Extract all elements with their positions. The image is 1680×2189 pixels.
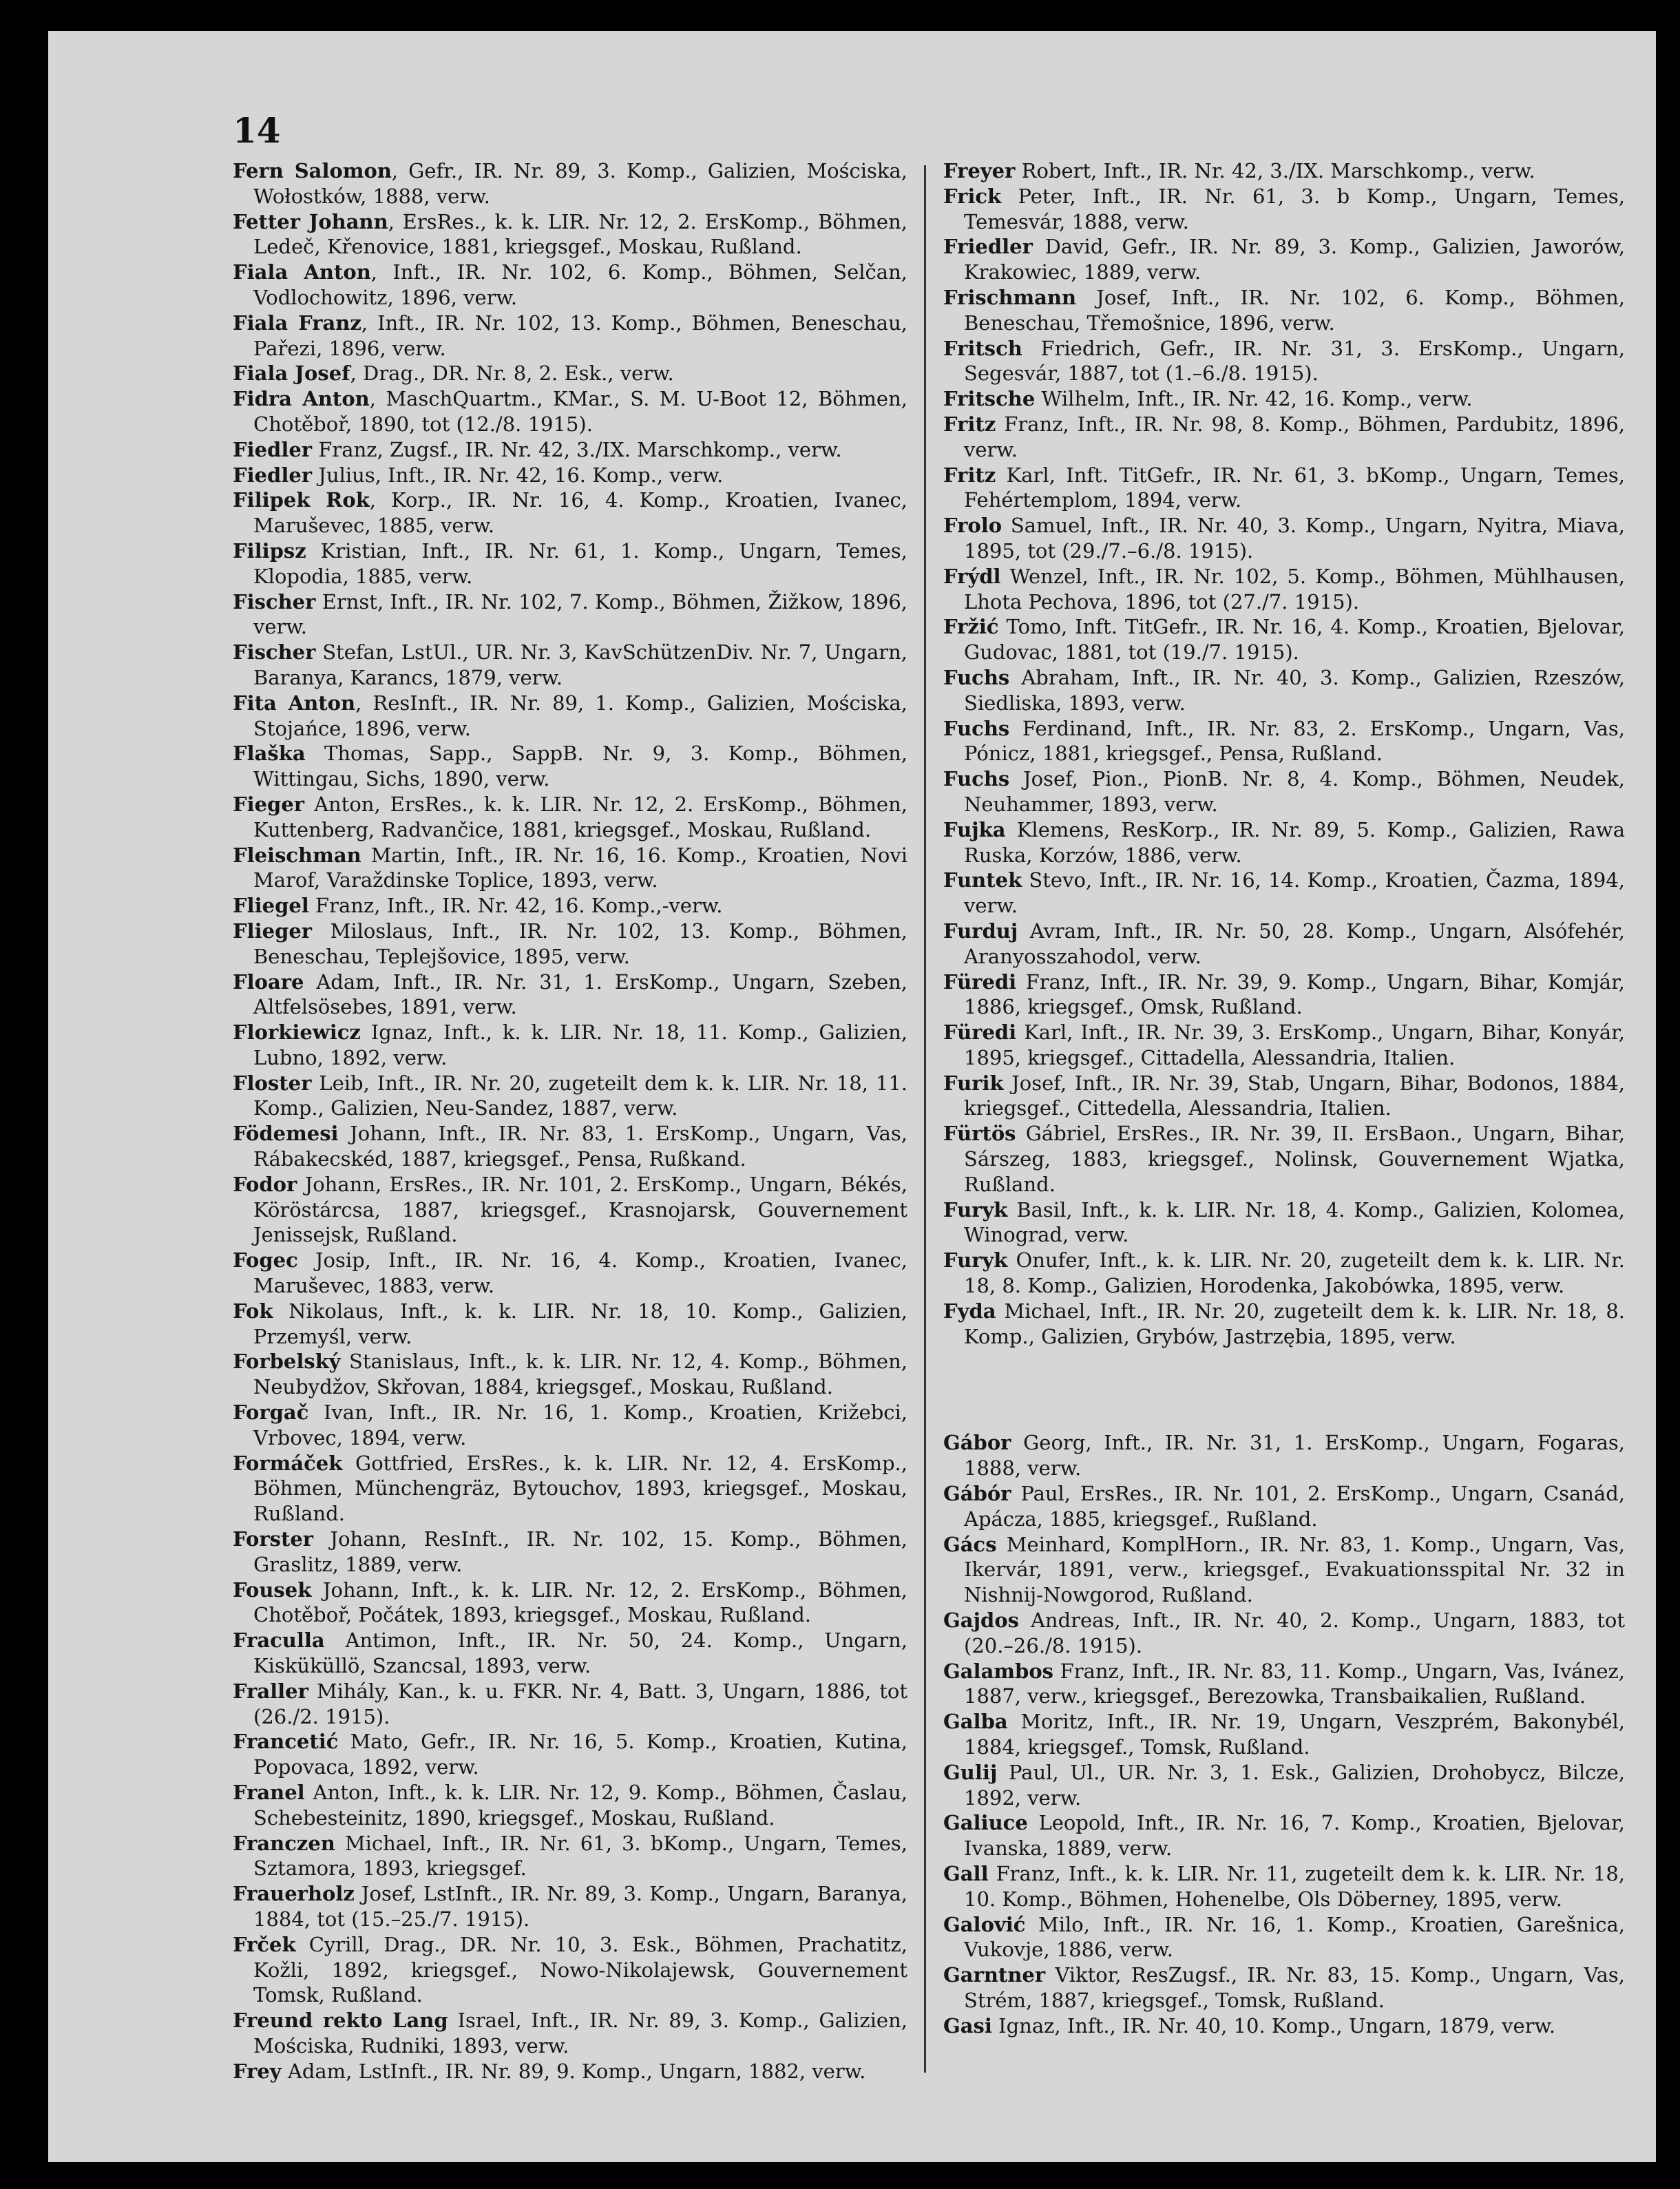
entry-surname: Fritsche <box>943 387 1036 411</box>
list-entry <box>233 1071 907 1122</box>
entry-details: Stevo, Inft., IR. Nr. 16, 14. Komp., Kroatien, Čazma, 1894, verw. <box>964 868 1625 918</box>
entry-surname: Fiedler <box>233 437 313 461</box>
entry-details: Wilhelm, Inft., IR. Nr. 42, 16. Komp., verw. <box>1035 387 1473 411</box>
entry-surname: Fita Anton <box>233 691 356 715</box>
entry-surname: Fujka <box>943 817 1006 841</box>
entry-details: Kristian, Inft., IR. Nr. 61, 1. Komp., Ungarn, Temes, Klopodia, 1885, verw. <box>253 538 907 588</box>
entry-details: , Inft., IR. Nr. 102, 6. Komp., Böhmen, Selčan, Vodlochowitz, 1896, verw. <box>253 260 907 309</box>
list-entry <box>233 361 907 386</box>
entry-surname: Fyda <box>943 1299 996 1323</box>
entry-surname: Fliegel <box>233 894 309 918</box>
entry-surname: Filipsz <box>233 538 306 563</box>
entry-details: Klemens, ResKorp., IR. Nr. 89, 5. Komp., Galizien, Rawa Ruska, Korzów, 1886, verw. <box>964 817 1625 867</box>
entry-details: Paul, ErsRes., IR. Nr. 101, 2. ErsKomp., Ungarn, Csanád, Apácza, 1885, kriegsgef., Rußland. <box>964 1482 1625 1531</box>
list-entry <box>233 1451 907 1527</box>
entry-surname: Flieger <box>233 919 313 943</box>
entry-details: Thomas, Sapp., SappB. Nr. 9, 3. Komp., Böhmen, Wittingau, Sichs, 1890, verw. <box>253 742 907 791</box>
entry-details: Mihály, Kan., k. u. FKR. Nr. 4, Batt. 3, Ungarn, 1886, tot (26./2. 1915). <box>253 1679 907 1728</box>
entry-surname: Franel <box>233 1781 305 1804</box>
entry-surname: Fern Salomon <box>233 159 392 182</box>
entry-details: Leib, Inft., IR. Nr. 20, zugeteilt dem k. k. LIR. Nr. 18, 11. Komp., Galizien, Neu-Sandez, 1887, verw. <box>253 1071 907 1120</box>
entry-surname: Fodor <box>233 1172 297 1196</box>
list-entry <box>943 1071 1625 1122</box>
entry-details: Karl, Inft., IR. Nr. 39, 3. ErsKomp., Ungarn, Bihar, Konyár, 1895, kriegsgef., Cittadella, Alessandria, Italien. <box>964 1020 1625 1069</box>
entry-surname: Gasi <box>943 2013 992 2038</box>
entry-surname: Fržić <box>943 615 999 639</box>
entry-surname: Furyk <box>943 1197 1008 1222</box>
entry-details: , Gefr., IR. Nr. 89, 3. Komp., Galizien, Mościska, Wołostków, 1888, verw. <box>253 159 907 208</box>
entry-details: Gottfried, ErsRes., k. k. LIR. Nr. 12, 4. ErsKomp., Böhmen, Münchengräz, Bytouchov, 1893, kriegsgef., Moskau, Rußland. <box>253 1451 907 1526</box>
list-entry <box>943 1608 1625 1659</box>
right-column <box>943 158 1625 2039</box>
list-entry <box>233 843 907 894</box>
list-entry <box>233 1400 907 1451</box>
entry-surname: Fiedler <box>233 463 313 487</box>
list-entry <box>943 970 1625 1020</box>
entry-surname: Gajdos <box>943 1609 1019 1633</box>
entry-details: Josef, LstInft., IR. Nr. 89, 3. Komp., Ungarn, Baranya, 1884, tot (15.–25./7. 1915). <box>253 1882 907 1931</box>
list-entry <box>943 158 1625 184</box>
entry-details: Georg, Inft., IR. Nr. 31, 1. ErsKomp., Ungarn, Fogaras, 1888, verw. <box>964 1431 1625 1480</box>
entry-surname: Fuchs <box>943 716 1010 740</box>
entry-details: Meinhard, KomplHorn., IR. Nr. 83, 1. Komp., Ungarn, Vas, Ikervár, 1891, verw., kriegsgef., Evakuationsspital Nr. 32 in Nishnij-Nowgorod, Rußland. <box>964 1532 1625 1607</box>
list-entry <box>943 1121 1625 1197</box>
entry-details: Gábriel, ErsRes., IR. Nr. 39, II. ErsBaon., Ungarn, Bihar, Sárszeg, 1883, kriegsgef., Nolinsk, Gouvernement Wjatka, Rußland. <box>964 1122 1625 1196</box>
entry-surname: Fürtös <box>943 1122 1016 1146</box>
list-entry <box>233 919 907 970</box>
entry-details: Julius, Inft., IR. Nr. 42, 16. Komp., verw. <box>312 463 724 487</box>
entry-surname: Fuchs <box>943 665 1010 689</box>
entry-surname: Frýdl <box>943 564 1001 588</box>
list-entry <box>233 1932 907 2008</box>
list-entry <box>233 158 907 209</box>
list-entry <box>233 792 907 843</box>
entry-details: Adam, Inft., IR. Nr. 31, 1. ErsKomp., Ungarn, Szeben, Altfelsösebes, 1891, verw. <box>253 970 907 1019</box>
entry-details: Franz, Inft., IR. Nr. 42, 16. Komp.,-verw. <box>308 894 723 918</box>
list-entry <box>943 817 1625 868</box>
entry-details: Ferdinand, Inft., IR. Nr. 83, 2. ErsKomp., Ungarn, Vas, Pónicz, 1881, kriegsgef., Pensa, Rußland. <box>964 716 1625 766</box>
list-entry <box>943 614 1625 665</box>
entry-surname: Frey <box>233 2059 282 2083</box>
entry-surname: Fiala Josef <box>233 362 350 386</box>
left-column <box>233 158 907 2084</box>
entry-details: Ivan, Inft., IR. Nr. 16, 1. Komp., Kroatien, Križebci, Vrbovec, 1894, verw. <box>253 1401 907 1449</box>
entry-surname: Florkiewicz <box>233 1020 361 1045</box>
entry-surname: Furyk <box>943 1248 1008 1272</box>
list-entry <box>233 1527 907 1578</box>
entry-surname: Fritsch <box>943 336 1022 360</box>
list-entry <box>233 1679 907 1730</box>
list-entry <box>943 564 1625 615</box>
entry-details: Israel, Inft., IR. Nr. 89, 3. Komp., Galizien, Mościska, Rudniki, 1893, verw. <box>253 2009 907 2057</box>
list-entry <box>943 1020 1625 1071</box>
entry-surname: Fok <box>233 1299 273 1323</box>
list-entry <box>233 260 907 311</box>
list-entry <box>233 741 907 792</box>
entry-surname: Fieger <box>233 792 305 816</box>
entry-details: Franz, Inft., IR. Nr. 39, 9. Komp., Ungarn, Bihar, Komjár, 1886, kriegsgef., Omsk, Rußland. <box>964 970 1625 1019</box>
entry-surname: Filipek Rok <box>233 488 370 512</box>
entry-surname: Gall <box>943 1862 989 1885</box>
list-entry <box>233 1780 907 1831</box>
list-entry <box>233 1349 907 1400</box>
list-entry <box>233 2008 907 2059</box>
list-entry <box>233 1020 907 1071</box>
list-entry <box>233 691 907 742</box>
list-entry <box>943 1659 1625 1710</box>
list-entry <box>233 1248 907 1299</box>
entry-surname: Forgač <box>233 1401 309 1425</box>
entry-details: Martin, Inft., IR. Nr. 16, 16. Komp., Kroatien, Novi Marof, Varaždinske Toplice, 1893, verw. <box>253 843 907 892</box>
list-entry <box>233 386 907 437</box>
entry-surname: Fritz <box>943 463 996 487</box>
entry-details: Peter, Inft., IR. Nr. 61, 3. b Komp., Ungarn, Temes, Temesvár, 1888, verw. <box>964 184 1625 233</box>
entry-details: Miloslaus, Inft., IR. Nr. 102, 13. Komp., Böhmen, Beneschau, Teplejšovice, 1895, verw. <box>253 919 907 968</box>
list-entry <box>233 1299 907 1350</box>
list-entry <box>233 893 907 919</box>
list-entry <box>233 437 907 463</box>
entry-surname: Gábor <box>943 1431 1011 1455</box>
entry-details: Antimon, Inft., IR. Nr. 50, 24. Komp., Ungarn, Kisküküllö, Szancsal, 1893, verw. <box>253 1628 907 1678</box>
entry-details: , Inft., IR. Nr. 102, 13. Komp., Böhmen, Beneschau, Pařezi, 1896, verw. <box>253 311 907 360</box>
entry-details: Milo, Inft., IR. Nr. 16, 1. Komp., Kroatien, Garešnica, Vukovje, 1886, verw. <box>964 1912 1625 1962</box>
list-entry <box>943 1760 1625 1811</box>
list-entry <box>943 1962 1625 2013</box>
list-entry <box>943 336 1625 387</box>
entry-details: Franz, Zugsf., IR. Nr. 42, 3./IX. Marschkomp., verw. <box>312 437 842 461</box>
entry-surname: Floster <box>233 1071 312 1095</box>
entry-details: Moritz, Inft., IR. Nr. 19, Ungarn, Veszprém, Bakonybél, 1884, kriegsgef., Tomsk, Rußland. <box>964 1710 1625 1759</box>
entry-surname: Galambos <box>943 1659 1053 1683</box>
page-number: 14 <box>233 110 281 151</box>
entry-surname: Garntner <box>943 1963 1046 1987</box>
list-entry <box>943 386 1625 412</box>
list-entry <box>943 1248 1625 1299</box>
entry-surname: Fousek <box>233 1578 312 1602</box>
entry-surname: Galiuce <box>943 1811 1028 1835</box>
entry-details: Stanislaus, Inft., k. k. LIR. Nr. 12, 4. Komp., Böhmen, Neubydžov, Skřovan, 1884, kriegsgef., Moskau, Rußland. <box>253 1350 907 1399</box>
entry-details: Anton, Inft., k. k. LIR. Nr. 12, 9. Komp., Böhmen, Časlau, Schebesteinitz, 1890, kriegsgef., Moskau, Rußland. <box>253 1781 907 1830</box>
list-entry <box>233 538 907 589</box>
list-entry <box>943 1430 1625 1481</box>
list-entry <box>943 1810 1625 1861</box>
entry-details: Samuel, Inft., IR. Nr. 40, 3. Komp., Ungarn, Nyitra, Miava, 1895, tot (29./7.–6./8. 1915). <box>964 514 1625 563</box>
entry-details: Onufer, Inft., k. k. LIR. Nr. 20, zugeteilt dem k. k. LIR. Nr. 18, 8. Komp., Galizien, Horodenka, Jakobówka, 1895, verw. <box>964 1248 1625 1298</box>
list-entry <box>943 234 1625 285</box>
entry-details: Johann, ResInft., IR. Nr. 102, 15. Komp., Böhmen, Graslitz, 1889, verw. <box>253 1527 907 1576</box>
entry-details: Stefan, LstUl., UR. Nr. 3, KavSchützenDiv. Nr. 7, Ungarn, Baranya, Karancs, 1879, verw. <box>253 640 907 689</box>
entry-surname: Galba <box>943 1710 1008 1734</box>
entry-surname: Freyer <box>943 159 1016 182</box>
entry-details: Leopold, Inft., IR. Nr. 16, 7. Komp., Kroatien, Bjelovar, Ivanska, 1889, verw. <box>964 1811 1625 1861</box>
entry-details: Franz, Inft., IR. Nr. 98, 8. Komp., Böhmen, Pardubitz, 1896, verw. <box>964 412 1625 461</box>
entry-details: Avram, Inft., IR. Nr. 50, 28. Komp., Ungarn, Alsófehér, Aranyosszahodol, verw. <box>964 919 1625 968</box>
entry-details: David, Gefr., IR. Nr. 89, 3. Komp., Galizien, Jaworów, Krakowiec, 1889, verw. <box>964 235 1625 284</box>
entry-surname: Francetić <box>233 1730 339 1754</box>
entry-surname: Fidra Anton <box>233 387 370 411</box>
entry-details: , Drag., DR. Nr. 8, 2. Esk., verw. <box>350 362 674 386</box>
list-entry <box>233 1729 907 1780</box>
list-entry <box>233 1121 907 1172</box>
list-entry <box>233 589 907 640</box>
entry-details: Josef, Inft., IR. Nr. 102, 6. Komp., Böhmen, Beneschau, Třemošnice, 1896, verw. <box>964 285 1625 335</box>
entry-surname: Furduj <box>943 919 1018 943</box>
entry-details: Viktor, ResZugsf., IR. Nr. 83, 15. Komp., Ungarn, Vas, Strém, 1887, kriegsgef., Tomsk, Rußland. <box>964 1963 1625 2012</box>
entry-surname: Gács <box>943 1532 997 1556</box>
list-entry <box>233 463 907 488</box>
list-entry <box>233 640 907 691</box>
entry-details: Franz, Inft., k. k. LIR. Nr. 11, zugeteilt dem k. k. LIR. Nr. 18, 10. Komp., Böhmen, Hohenelbe, Ols Döberney, 1895, verw. <box>964 1862 1625 1911</box>
list-entry <box>943 1861 1625 1912</box>
entry-details: Ignaz, Inft., IR. Nr. 40, 10. Komp., Ungarn, 1879, verw. <box>991 2013 1556 2038</box>
section-gap <box>943 1349 1625 1430</box>
list-entry <box>233 311 907 362</box>
entry-details: Johann, Inft., IR. Nr. 83, 1. ErsKomp., Ungarn, Vas, Rábakecskéd, 1887, kriegsgef., Pensa, Rußkand. <box>253 1122 907 1171</box>
entry-surname: Franczen <box>233 1831 335 1855</box>
list-entry <box>233 1628 907 1679</box>
entry-surname: Gábór <box>943 1482 1011 1506</box>
entry-surname: Forster <box>233 1527 314 1551</box>
entry-details: Wenzel, Inft., IR. Nr. 102, 5. Komp., Böhmen, Mühlhausen, Lhota Pechova, 1896, tot (27./7. 1915). <box>964 564 1625 614</box>
entry-surname: Gulij <box>943 1760 998 1784</box>
list-entry <box>943 463 1625 514</box>
entry-details: Michael, Inft., IR. Nr. 61, 3. bKomp., Ungarn, Temes, Sztamora, 1893, kriegsgef. <box>253 1831 907 1881</box>
entry-surname: Fetter Johann <box>233 209 388 233</box>
entry-details: Josef, Pion., PionB. Nr. 8, 4. Komp., Böhmen, Neudek, Neuhammer, 1893, verw. <box>964 767 1625 816</box>
list-entry <box>943 1481 1625 1532</box>
list-entry <box>943 285 1625 336</box>
entry-surname: Födemesi <box>233 1122 339 1146</box>
entry-details: Ernst, Inft., IR. Nr. 102, 7. Komp., Böhmen, Žižkow, 1896, verw. <box>253 589 907 639</box>
list-entry <box>943 868 1625 919</box>
right-column-f-entries <box>943 158 1625 1349</box>
list-entry <box>943 412 1625 463</box>
entry-surname: Fischer <box>233 589 316 614</box>
entry-details: Anton, ErsRes., k. k. LIR. Nr. 12, 2. ErsKomp., Böhmen, Kuttenberg, Radvančice, 1881, kriegsgef., Moskau, Rußland. <box>253 792 907 841</box>
entry-details: Abraham, Inft., IR. Nr. 40, 3. Komp., Galizien, Rzeszów, Siedliska, 1893, verw. <box>964 665 1625 715</box>
entry-details: Nikolaus, Inft., k. k. LIR. Nr. 18, 10. Komp., Galizien, Przemyśl, verw. <box>253 1299 907 1348</box>
entry-details: Johann, Inft., k. k. LIR. Nr. 12, 2. ErsKomp., Böhmen, Chotěboř, Počátek, 1893, kriegsgef., Moskau, Rußland. <box>253 1578 907 1627</box>
entry-details: Karl, Inft. TitGefr., IR. Nr. 61, 3. bKomp., Ungarn, Temes, Fehértemplom, 1894, verw. <box>964 463 1625 512</box>
list-entry <box>943 1709 1625 1760</box>
list-entry <box>943 1532 1625 1608</box>
list-entry <box>943 766 1625 817</box>
entry-details: Robert, Inft., IR. Nr. 42, 3./IX. Marschkomp., verw. <box>1015 159 1535 182</box>
entry-details: Friedrich, Gefr., IR. Nr. 31, 3. ErsKomp., Ungarn, Segesvár, 1887, tot (1.–6./8. 1915). <box>964 336 1625 386</box>
scanned-page <box>48 31 1656 2162</box>
entry-surname: Fleischman <box>233 843 361 867</box>
entry-details: Adam, LstInft., IR. Nr. 89, 9. Komp., Ungarn, 1882, verw. <box>281 2059 866 2083</box>
entry-details: , Korp., IR. Nr. 16, 4. Komp., Kroatien, Ivanec, Maruševec, 1885, verw. <box>253 488 908 538</box>
list-entry <box>233 1578 907 1628</box>
entry-surname: Fogec <box>233 1248 298 1272</box>
entry-details: , ErsRes., k. k. LIR. Nr. 12, 2. ErsKomp., Böhmen, Ledeč, Křenovice, 1881, kriegsgef., Moskau, Rußland. <box>253 209 907 259</box>
list-entry <box>233 488 907 538</box>
list-entry <box>233 2059 907 2084</box>
entry-surname: Funtek <box>943 868 1022 892</box>
list-entry <box>233 1172 907 1248</box>
entry-details: Paul, Ul., UR. Nr. 3, 1. Esk., Galizien, Drohobycz, Bilcze, 1892, verw. <box>964 1760 1625 1810</box>
list-entry <box>943 1299 1625 1350</box>
entry-details: Ignaz, Inft., k. k. LIR. Nr. 18, 11. Komp., Galizien, Lubno, 1892, verw. <box>253 1020 907 1069</box>
entry-surname: Forbelský <box>233 1350 341 1374</box>
entry-details: Josef, Inft., IR. Nr. 39, Stab, Ungarn, Bihar, Bodonos, 1884, kriegsgef., Cittedella, Alessandria, Italien. <box>964 1071 1625 1120</box>
entry-details: , MaschQuartm., KMar., S. M. U-Boot 12, Böhmen, Chotěboř, 1890, tot (12./8. 1915). <box>253 387 907 436</box>
entry-details: Michael, Inft., IR. Nr. 20, zugeteilt dem k. k. LIR. Nr. 18, 8. Komp., Galizien, Grybów, Jastrzębia, 1895, verw. <box>964 1299 1625 1348</box>
entry-surname: Fritz <box>943 412 996 436</box>
list-entry <box>943 1197 1625 1248</box>
entry-details: Tomo, Inft. TitGefr., IR. Nr. 16, 4. Komp., Kroatien, Bjelovar, Gudovac, 1881, tot (19./7. 1915). <box>964 615 1625 664</box>
list-entry <box>233 209 907 260</box>
entry-surname: Frauerholz <box>233 1882 355 1906</box>
entry-details: Andreas, Inft., IR. Nr. 40, 2. Komp., Ungarn, 1883, tot (20.–26./8. 1915). <box>964 1609 1625 1657</box>
entry-surname: Fischer <box>233 640 316 664</box>
list-entry <box>943 1912 1625 1963</box>
entry-surname: Fraller <box>233 1679 308 1703</box>
entry-surname: Floare <box>233 970 304 994</box>
list-entry <box>943 919 1625 970</box>
entry-surname: Frolo <box>943 514 1002 538</box>
entry-details: Johann, ErsRes., IR. Nr. 101, 2. ErsKomp., Ungarn, Békés, Köröstárcsa, 1887, kriegsgef., Krasnojarsk, Gouvernement Jenissejsk, Rußland. <box>253 1172 907 1247</box>
entry-details: Cyrill, Drag., DR. Nr. 10, 3. Esk., Böhmen, Prachatitz, Kožli, 1892, kriegsgef., Nowo-Nikolajewsk, Gouvernement Tomsk, Rußland. <box>253 1932 907 2007</box>
entry-details: Basil, Inft., k. k. LIR. Nr. 18, 4. Komp., Galizien, Kolomea, Winograd, verw. <box>964 1197 1625 1247</box>
list-entry <box>943 184 1625 235</box>
entry-surname: Freund rekto Lang <box>233 2009 448 2033</box>
entry-surname: Furik <box>943 1071 1004 1095</box>
list-entry <box>943 716 1625 767</box>
list-entry <box>233 970 907 1020</box>
entry-surname: Flaška <box>233 742 306 766</box>
entry-details: Mato, Gefr., IR. Nr. 16, 5. Komp., Kroatien, Kutina, Popovaca, 1892, verw. <box>253 1730 907 1779</box>
entry-surname: Füredi <box>943 970 1017 994</box>
entry-surname: Fuchs <box>943 767 1010 791</box>
right-column-g-entries <box>943 1430 1625 2038</box>
entry-surname: Füredi <box>943 1020 1017 1045</box>
list-entry <box>943 665 1625 716</box>
entry-surname: Galović <box>943 1912 1026 1936</box>
entry-surname: Frick <box>943 184 1002 208</box>
entry-surname: Frček <box>233 1932 296 1956</box>
entry-surname: Frischmann <box>943 285 1077 309</box>
column-divider <box>924 165 926 2073</box>
entry-details: Josip, Inft., IR. Nr. 16, 4. Komp., Kroatien, Ivanec, Maruševec, 1883, verw. <box>253 1248 907 1298</box>
entry-details: , ResInft., IR. Nr. 89, 1. Komp., Galizien, Mościska, Stojańce, 1896, verw. <box>253 691 907 740</box>
list-entry <box>233 1881 907 1932</box>
entry-surname: Fiala Anton <box>233 260 371 284</box>
entry-surname: Formáček <box>233 1451 343 1475</box>
entry-surname: Fraculla <box>233 1628 325 1653</box>
list-entry <box>233 1831 907 1882</box>
entry-surname: Friedler <box>943 235 1033 259</box>
list-entry <box>943 2013 1625 2039</box>
entry-surname: Fiala Franz <box>233 311 361 335</box>
entry-details: Franz, Inft., IR. Nr. 83, 11. Komp., Ungarn, Vas, Ivánez, 1887, verw., kriegsgef., Berezowka, Transbaikalien, Rußland. <box>964 1659 1625 1708</box>
list-entry <box>943 513 1625 564</box>
